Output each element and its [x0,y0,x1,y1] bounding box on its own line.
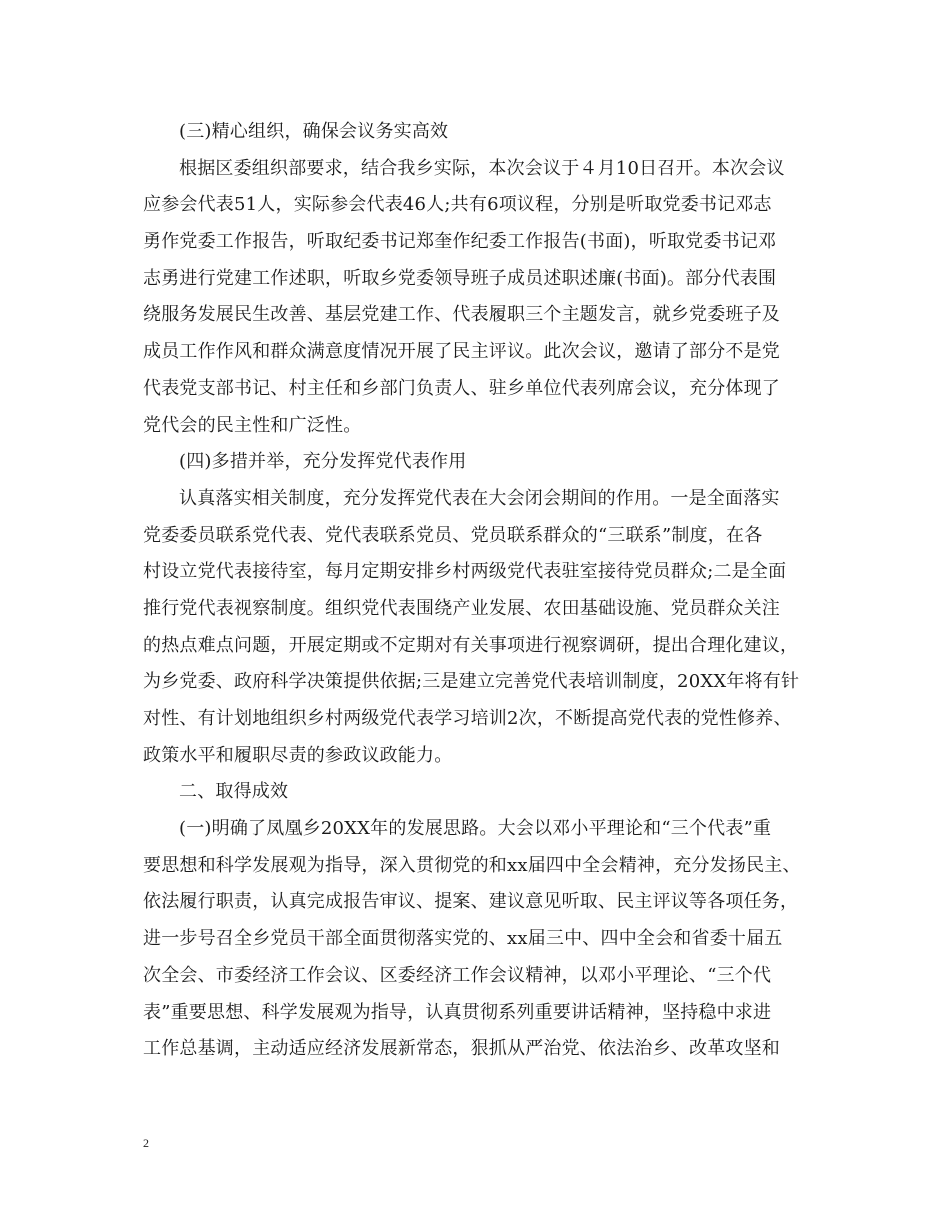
text-line: 认真落实相关制度，充分发挥党代表在大会闭会期间的作用。一是全面落实 [179,487,780,509]
text-line: 对性、有计划地组织乡村两级党代表学习培训2次，不断提高党代表的党性修养、 [143,708,792,729]
text-line: 工作总基调，主动适应经济发展新常态，狠抓从严治党、依法治乡、改革攻坚和 [143,1038,780,1060]
text-line: 志勇进行党建工作述职，听取乡党委领导班子成员述职述廉(书面)。部分代表围 [143,267,777,289]
text-line: 的热点难点问题，开展定期或不定期对有关事项进行视察调研，提出合理化建议， [143,634,799,656]
text-line: 次全会、市委经济工作会议、区委经济工作会议精神，以邓小平理论、“三个代 [143,964,772,986]
text-line: (四)多措并举，充分发挥党代表作用 [179,451,467,473]
text-line: 为乡党委、政府科学决策提供依据;三是建立完善党代表培训制度，20XX年将有针 [143,671,800,693]
text-line: 党委委员联系党代表、党代表联系党员、党员联系群众的“三联系”制度，在各 [143,524,763,546]
text-line: 根据区委组织部要求，结合我乡实际，本次会议于４月10日召开。本次会议 [179,157,785,179]
text-line: (三)精心组织，确保会议务实高效 [179,121,449,142]
page-number: 2 [143,1136,149,1150]
body-text [143,114,823,1068]
text-line: (一)明确了凤凰乡20XX年的发展思路。大会以邓小平理论和“三个代表”重 [179,818,772,840]
text-line: 村设立党代表接待室，每月定期安排乡村两级党代表驻室接待党员群众;二是全面 [143,561,787,583]
text-line: 表”重要思想、科学发展观为指导，认真贯彻系列重要讲话精神，坚持稳中求进 [143,1001,772,1023]
text-line: 绕服务发展民生改善、基层党建工作、代表履职三个主题发言，就乡党委班子及 [143,304,780,326]
text-line: 进一步号召全乡党员干部全面贯彻落实党的、xx届三中、四中全会和省委十届五 [143,928,783,950]
text-line: 党代会的民主性和广泛性。 [143,414,362,436]
text-line: 成员工作作风和群众满意度情况开展了民主评议。此次会议，邀请了部分不是党 [143,341,780,363]
text-line: 应参会代表51人，实际参会代表46人;共有6项议程，分别是听取党委书记邓志 [143,194,772,216]
text-line: 推行党代表视察制度。组织党代表围绕产业发展、农田基础设施、党员群众关注 [143,597,780,619]
text-line: 政策水平和履职尽责的参政议政能力。 [143,744,453,766]
text-line: 要思想和科学发展观为指导，深入贯彻党的和xx届四中全会精神，充分发扬民主、 [143,854,801,876]
text-line: 二、取得成效 [179,781,289,803]
text-line: 代表党支部书记、村主任和乡部门负责人、驻乡单位代表列席会议，充分体现了 [143,377,780,399]
text-line: 依法履行职责，认真完成报告审议、提案、建议意见听取、民主评议等各项任务， [143,891,799,913]
text-line: 勇作党委工作报告，听取纪委书记郑奎作纪委工作报告(书面)，听取党委书记邓 [143,231,777,253]
